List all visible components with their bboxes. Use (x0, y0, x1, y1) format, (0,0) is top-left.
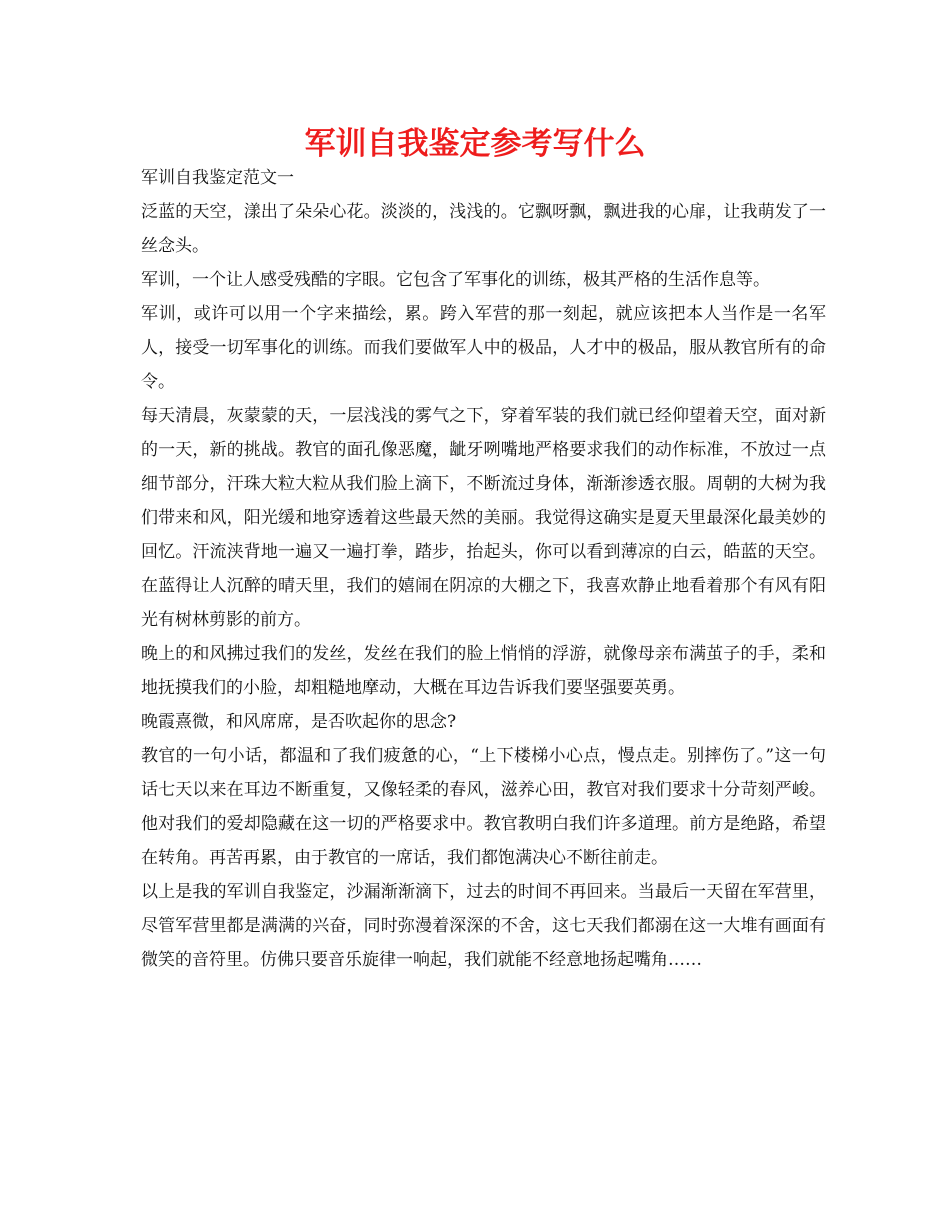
paragraph: 教官的一句小话，都温和了我们疲惫的心，“上下楼梯小心点，慢点走。别摔伤了。”这一句话七天以来在耳边不断重复，又像轻柔的春风，滋养心田，教官对我们要求十分苛刻严峻。他对我们的爱却隐藏在这一切的严格要求中。教官教明白我们许多道理。前方是绝路，希望在转角。再苦再累，由于教官的一席话，我们都饱满决心不断往前走。 (141, 746, 826, 868)
paragraph: 军训，或许可以用一个字来描绘，累。跨入军营的那一刻起，就应该把本人当作是一名军人，接受一切军事化的训练。而我们要做军人中的极品，人才中的极品，服从教官所有的命令。 (141, 304, 826, 392)
paragraph: 晚霞熹微，和风席席，是否吹起你的思念? (141, 712, 457, 732)
paragraph: 晚上的和风拂过我们的发丝，发丝在我们的脸上悄悄的浮游，就像母亲布满茧子的手，柔和地抚摸我们的小脸，却粗糙地摩动，大概在耳边告诉我们要坚强要英勇。 (141, 644, 826, 698)
document-title: 军训自我鉴定参考写什么 (304, 126, 646, 162)
document-body (141, 161, 826, 977)
paragraph: 每天清晨，灰蒙蒙的天，一层浅浅的雾气之下，穿着军装的我们就已经仰望着天空，面对新的一天，新的挑战。教官的面孔像恶魔，龇牙咧嘴地严格要求我们的动作标准，不放过一点细节部分，汗珠大粒大粒从我们脸上滴下，不断流过身体，渐渐渗透衣服。周朝的大树为我们带来和风，阳光缓和地穿透着这些最天然的美丽。我觉得这确实是夏天里最深化最美妙的回忆。汗流浃背地一遍又一遍打拳，踏步，抬起头，你可以看到薄凉的白云，皓蓝的天空。在蓝得让人沉醉的晴天里，我们的嬉闹在阴凉的大棚之下，我喜欢静止地看着那个有风有阳光有树林剪影的前方。 (141, 406, 826, 630)
paragraph: 军训，一个让人感受残酷的字眼。它包含了军事化的训练，极其严格的生活作息等。 (141, 270, 770, 290)
document-subtitle: 军训自我鉴定范文一 (141, 168, 294, 188)
paragraph: 以上是我的军训自我鉴定，沙漏渐渐滴下，过去的时间不再回来。当最后一天留在军营里，尽管军营里都是满满的兴奋，同时弥漫着深深的不舍，这七天我们都溺在这一大堆有画面有微笑的音符里。仿佛只要音乐旋律一响起，我们就能不经意地扬起嘴角…… (141, 882, 826, 970)
paragraph: 泛蓝的天空，漾出了朵朵心花。淡淡的，浅浅的。它飘呀飘，飘进我的心扉，让我萌发了一丝念头。 (141, 202, 826, 256)
